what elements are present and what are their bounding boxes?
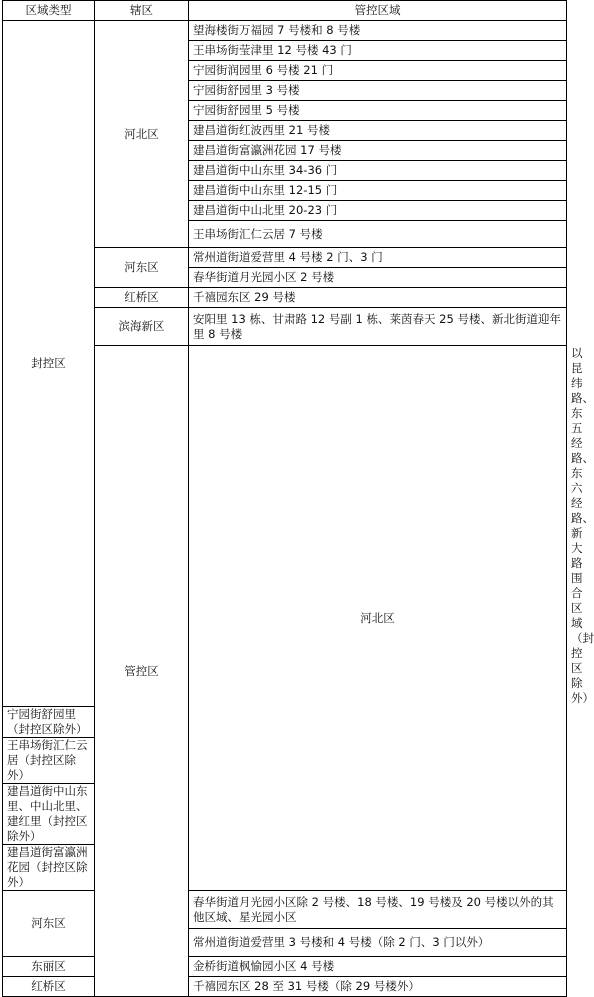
area-cell: 金桥街道枫愉园小区 4 号楼 [189, 957, 567, 977]
district-cell: 东丽区 [3, 957, 95, 977]
area-cell: 王串场街莹津里 12 号楼 43 门 [189, 41, 567, 61]
area-type-controlled: 管控区 [95, 346, 189, 997]
district-cell: 红桥区 [95, 288, 189, 308]
table-row [3, 891, 567, 929]
area-cell: 宁园街舒园里（封控区除外） [3, 707, 95, 738]
area-type-sealed: 封控区 [3, 21, 95, 707]
area-cell: 建昌道街富瀛洲花园 17 号楼 [189, 141, 567, 161]
area-cell: 宁园街舒园里 3 号楼 [189, 81, 567, 101]
area-cell: 王串场街汇仁云居（封控区除外） [3, 738, 95, 784]
district-cell: 滨海新区 [95, 308, 189, 346]
area-cell: 建昌道街中山东里 12-15 门 [189, 181, 567, 201]
header-control-area: 管控区域 [189, 1, 567, 21]
area-cell: 建昌道街中山东里 34-36 门 [189, 161, 567, 181]
area-cell: 建昌道街中山东里、中山北里、建红里（封控区除外） [3, 784, 95, 845]
header-district: 辖区 [95, 1, 189, 21]
table-row: 管控区 河北区 以昆纬路、东五经路、东六经路、新大路围合区域（封控区除外） [3, 346, 567, 707]
area-cell: 建昌道街中山北里 20-23 门 [189, 201, 567, 221]
district-cell: 河北区 [189, 346, 567, 891]
area-cell: 春华街道月光园小区除 2 号楼、18 号楼、19 号楼及 20 号楼以外的其他区域、星光园小区 [189, 891, 567, 929]
district-cell: 红桥区 [3, 977, 95, 997]
area-cell: 春华街道月光园小区 2 号楼 [189, 268, 567, 288]
district-cell: 河东区 [95, 248, 189, 288]
district-cell: 河东区 [3, 891, 95, 957]
area-cell: 安阳里 13 栋、甘肃路 12 号副 1 栋、莱茵春天 25 号楼、新北街道迎年里 8 号楼 [189, 308, 567, 346]
area-cell: 建昌道街富瀛洲花园（封控区除外） [3, 845, 95, 891]
area-cell: 望海楼街万福园 7 号楼和 8 号楼 [189, 21, 567, 41]
table-row [3, 957, 567, 977]
area-cell: 千禧园东区 28 至 31 号楼（除 29 号楼外） [189, 977, 567, 997]
area-cell: 常州道街道爱营里 4 号楼 2 门、3 门 [189, 248, 567, 268]
table-row [3, 21, 567, 41]
area-cell: 王串场街汇仁云居 7 号楼 [189, 221, 567, 248]
area-cell: 宁园街润园里 6 号楼 21 门 [189, 61, 567, 81]
area-cell: 宁园街舒园里 5 号楼 [189, 101, 567, 121]
table-header-row [3, 1, 567, 21]
area-cell: 常州道街道爱营里 3 号楼和 4 号楼（除 2 门、3 门以外） [189, 929, 567, 957]
table-row [3, 977, 567, 997]
district-cell: 河北区 [95, 21, 189, 248]
area-cell: 千禧园东区 29 号楼 [189, 288, 567, 308]
control-area-table [2, 0, 594, 997]
area-cell: 建昌道街红波西里 21 号楼 [189, 121, 567, 141]
header-area-type: 区域类型 [3, 1, 95, 21]
